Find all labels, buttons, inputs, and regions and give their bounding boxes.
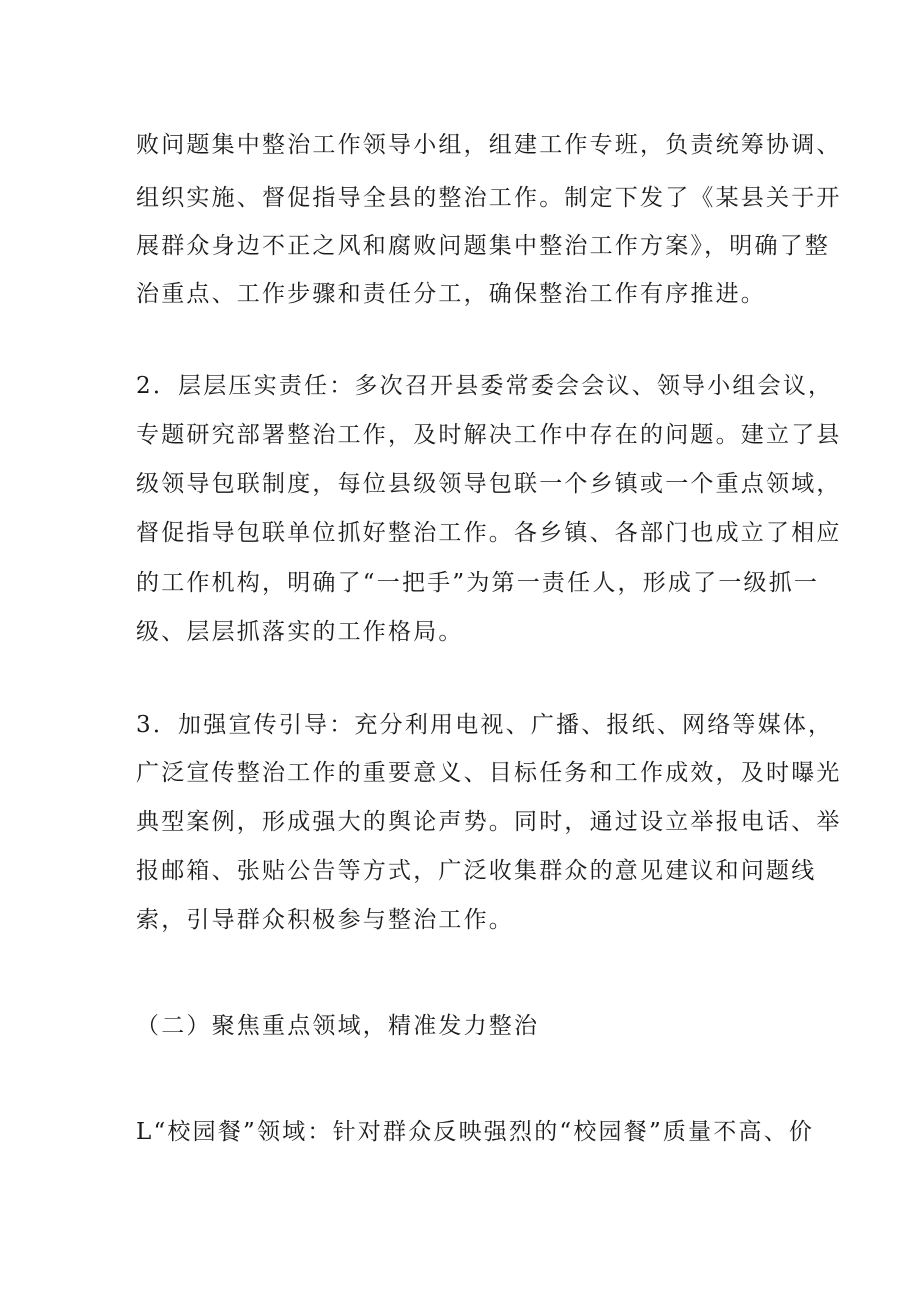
text-line: 组织实施、督促指导全县的整治工作。制定下发了《某县关于开: [136, 185, 842, 211]
text-line: 败问题集中整治工作领导小组，组建工作专班，负责统筹协调、: [136, 132, 842, 158]
text-line: L“校园餐”领域：针对群众反映强烈的“校园餐”质量不高、价: [136, 1119, 815, 1145]
text-line: 治重点、工作步骤和责任分工，确保整治工作有序推进。: [136, 281, 766, 307]
text-line: 督促指导包联单位抓好整治工作。各乡镇、各部门也成立了相应: [136, 520, 842, 546]
text-line: 级、层层抓落实的工作格局。: [136, 619, 464, 645]
section-heading: （二）聚焦重点领域，精准发力整治: [136, 1013, 540, 1039]
text-line: 典型案例，形成强大的舆论声势。同时，通过设立举报电话、举: [136, 809, 842, 835]
text-line: 级领导包联制度，每位县级领导包联一个乡镇或一个重点领域，: [136, 471, 842, 497]
text-line: 索，引导群众积极参与整治工作。: [136, 907, 514, 933]
text-line: 的工作机构，明确了“一把手”为第一责任人，形成了一级抓一: [136, 570, 820, 596]
text-line: 报邮箱、张贴公告等方式，广泛收集群众的意见建议和问题线: [136, 858, 817, 884]
text-line: 3．加强宣传引导：充分利用电视、广播、报纸、网络等媒体，: [136, 712, 834, 738]
text-line: 2．层层压实责任：多次召开县委常委会会议、领导小组会议，: [136, 373, 834, 399]
text-line: 展群众身边不正之风和腐败问题集中整治工作方案》，明确了整: [136, 233, 831, 259]
text-line: 专题研究部署整治工作，及时解决工作中存在的问题。建立了县: [136, 422, 842, 448]
text-line: 广泛宣传整治工作的重要意义、目标任务和工作成效，及时曝光: [136, 760, 842, 786]
